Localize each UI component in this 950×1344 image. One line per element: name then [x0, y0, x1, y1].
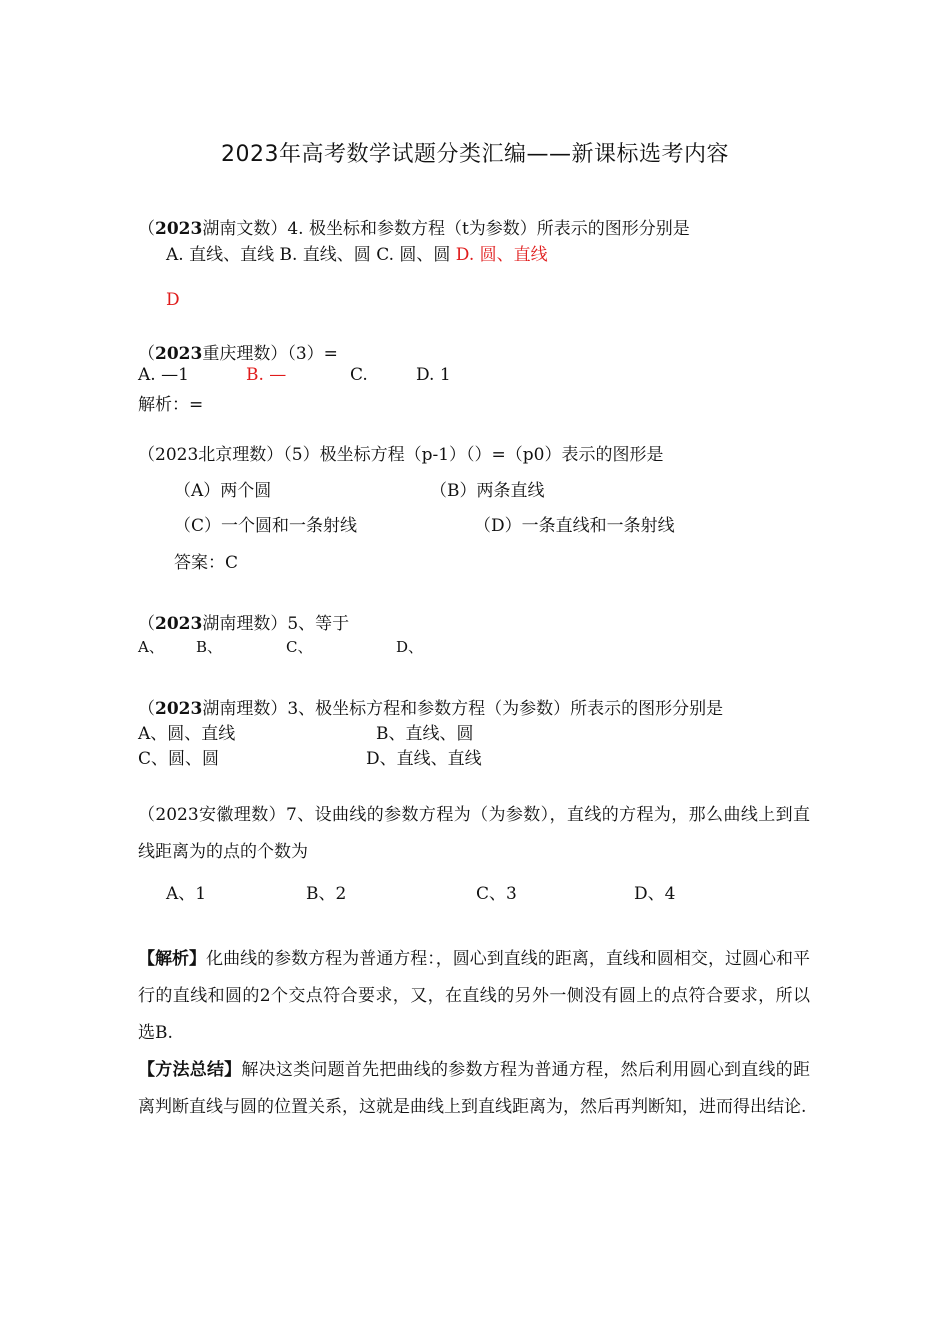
q1-stem: 湖南文数）4. 极坐标和参数方程（t为参数）所表示的图形分别是 [202, 219, 690, 239]
q5-option-b: B、直线、圆 [376, 724, 474, 744]
q6-option-c: C、3 [476, 884, 517, 904]
q3-answer: 答案：C [174, 553, 239, 573]
q1-year: 2023 [155, 219, 203, 239]
q5-option-c: C、圆、圆 [138, 749, 220, 769]
q2-option-d: D. 1 [416, 365, 451, 385]
q3-option-d: （D）一条直线和一条射线 [474, 516, 675, 536]
q4-option-d: D、 [396, 638, 424, 656]
q3-option-c: （C）一个圆和一条射线 [174, 516, 358, 536]
q4-source: （2023湖南理数）5、等于 [138, 614, 350, 634]
q6-option-d: D、4 [634, 884, 676, 904]
q5-option-a: A、圆、直线 [138, 724, 236, 744]
q6-option-b: B、2 [306, 884, 347, 904]
q1-options [166, 240, 548, 265]
q2-source: （2023重庆理数）（3）= [138, 344, 338, 364]
solution-label: 【解析】 [138, 949, 207, 969]
page-title: 2023年高考数学试题分类汇编——新课标选考内容 [221, 142, 729, 167]
q5-year: 2023 [155, 699, 203, 719]
q1-option-d-highlighted: D. 圆、直线 [450, 245, 548, 265]
q5-stem: 湖南理数）3、极坐标方程和参数方程（为参数）所表示的图形分别是 [202, 699, 724, 719]
q3-option-b: （B）两条直线 [430, 481, 545, 501]
q1-answer: D [166, 290, 180, 310]
method-summary-paragraph [138, 1052, 810, 1126]
solution-paragraph [138, 941, 810, 1052]
q2-option-c: C. [350, 365, 368, 385]
q2-option-b: B. — [246, 365, 287, 385]
q2-year: 2023 [155, 344, 203, 364]
solution-text: 化曲线的参数方程为普通方程：，圆心到直线的距离，直线和圆相交，过圆心和平行的直线和圆的2个交点符合要求，又，在直线的另外一侧没有圆上的点符合要求，所以选B. [138, 949, 811, 1043]
q2-analysis: 解析：= [138, 395, 204, 415]
q3-source: （2023北京理数）（5）极坐标方程（p-1）（）=（p0）表示的图形是 [138, 445, 664, 465]
q6-stem: （2023安徽理数）7、设曲线的参数方程为（为参数），直线的方程为，那么曲线上到直线距离为的点的个数为 [138, 805, 810, 862]
method-summary-text: 解决这类问题首先把曲线的参数方程为普通方程，然后利用圆心到直线的距离判断直线与圆的位置关系，这就是曲线上到直线距离为，然后再判断知，进而得出结论. [138, 1060, 810, 1117]
q3-option-a: （A）两个圆 [174, 481, 272, 501]
q4-year: 2023 [155, 614, 203, 634]
q4-option-b: B、 [196, 638, 223, 656]
q2-stem: 重庆理数）（3）= [202, 344, 338, 364]
q6-option-a: A、1 [166, 884, 207, 904]
q1-source: （2023湖南文数）4. 极坐标和参数方程（t为参数）所表示的图形分别是 [138, 219, 690, 239]
q4-option-c: C、 [286, 638, 313, 656]
q1-options-black: A. 直线、直线 B. 直线、圆 C. 圆、圆 [166, 245, 451, 265]
q4-option-a: A、 [138, 638, 164, 656]
method-summary-label: 【方法总结】 [138, 1060, 242, 1080]
q5-option-d: D、直线、直线 [366, 749, 482, 769]
q2-option-a: A. —1 [138, 365, 189, 385]
q5-source: （2023湖南理数）3、极坐标方程和参数方程（为参数）所表示的图形分别是 [138, 699, 724, 719]
q4-stem: 湖南理数）5、等于 [202, 614, 350, 634]
